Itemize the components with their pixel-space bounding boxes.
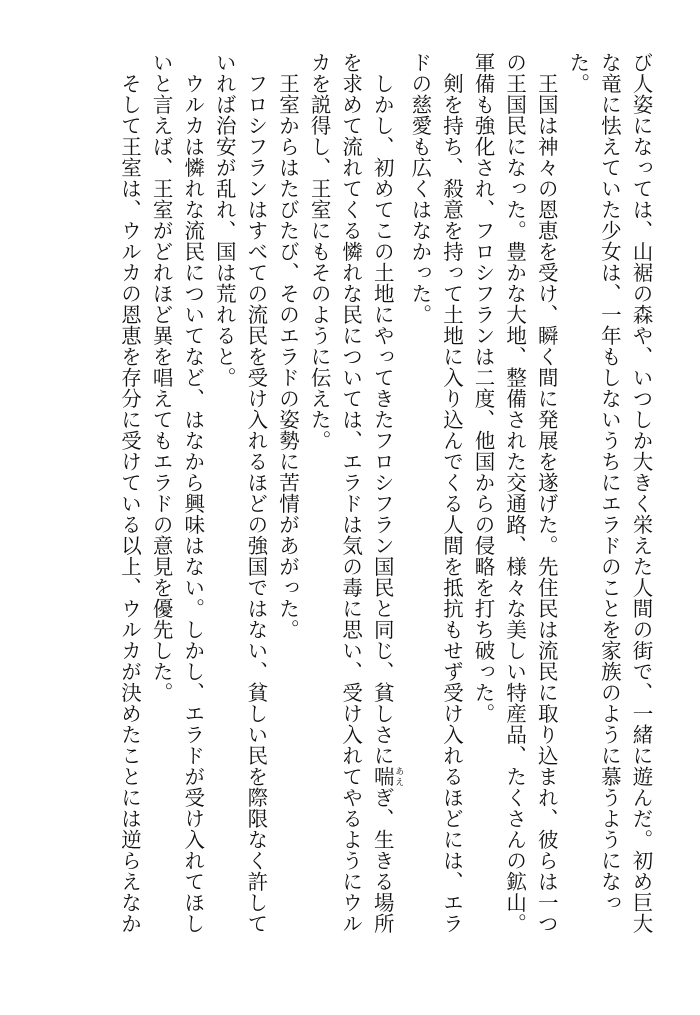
paragraph-6: フロシフランはすべての流民を受け入れるほどの強国ではない、貧しい民を際限なく許していれば治安が乱れ、国は荒れると。 xyxy=(212,52,268,934)
paragraph-8: そして王室は、ウルカの恩恵を存分に受けている以上、ウルカが決めたことには逆らえなか xyxy=(117,72,142,934)
paragraph-1: び人姿になっては、山裾の森や、いつしか大きく栄えた人間の街で、一緒に遊んだ。初め巨大な竜に怯えていた少女は、一年もしないうちにエラドのことを家族のように慕うようになった。 xyxy=(565,52,653,934)
paragraph-2: 王国は神々の恩恵を受け、瞬く間に発展を遂げた。先住民は流民に取り込まれ、彼らは一つの王国民になった。豊かな大地、整備された交通路、様々な美しい特産品、たくさんの鉱山。軍備も強化され、フロシフランは二度、他国からの侵略を打ち破った。 xyxy=(471,52,559,934)
ruby-base: 喘 xyxy=(370,765,395,787)
paragraph-7: ウルカは憐れな流民についてなど、はなから興味はない。しかし、エラドが受け入れてほしいと言えば、王室がどれほど異を唱えてもエラドの意見を優先した。 xyxy=(149,52,205,934)
vertical-text-block xyxy=(26,52,656,952)
paragraph-4 xyxy=(302,52,403,952)
paragraph-5: 王室からはたびたび、そのエラドの姿勢に苦情があがった。 xyxy=(275,72,300,640)
ruby-reading: あえ xyxy=(393,765,404,787)
paragraph-4-text-after: ぎ、生きる場所を求めて流れてくる憐れな民については、エラドは気の毒に思い、受け入れてやるようにウルカを説得し、王室にもそのように伝えた。 xyxy=(307,52,395,934)
paragraph-4-text-before: しかし、初めてこの土地にやってきたフロシフラン国民と同じ、貧しさに xyxy=(370,72,395,766)
ruby-word xyxy=(370,765,404,787)
paragraph-3: 剣を持ち、殺意を持って土地に入り込んでくる人間を抵抗もせず受け入れるほどには、エラドの慈愛も広くはなかった。 xyxy=(407,52,464,934)
